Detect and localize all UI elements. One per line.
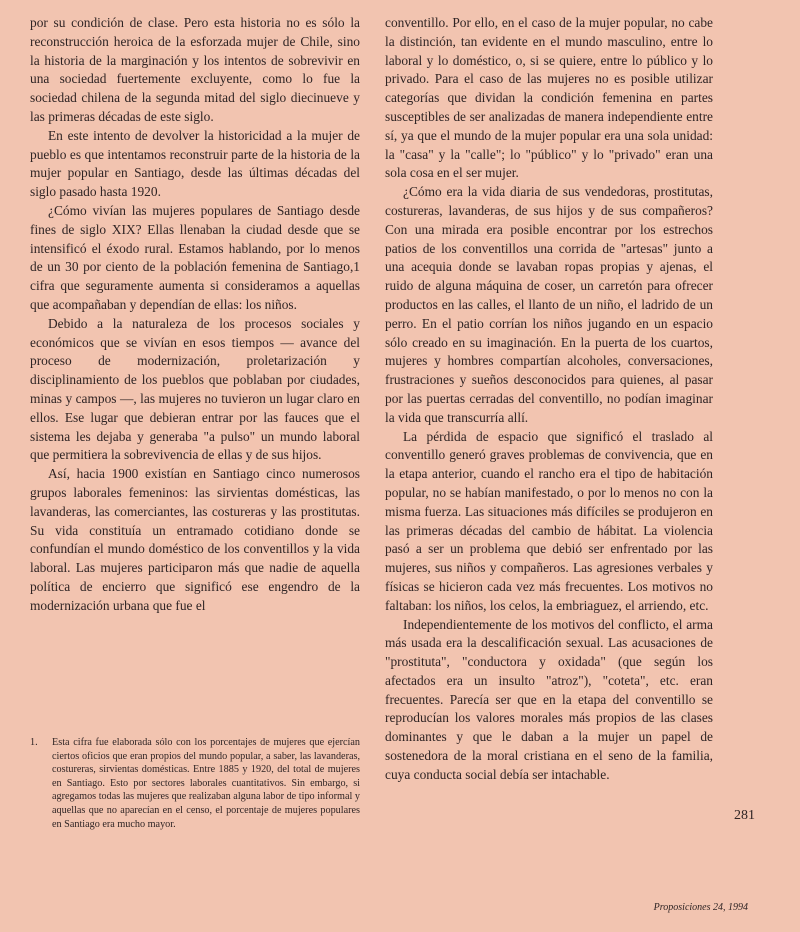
paragraph: Debido a la naturaleza de los procesos sociales y económicos que se vivían en esos tiempos — avance del proceso de modernización, proletarización y disciplinamiento de los pueblos que poblaban por ciudades, minas y campos —, las mujeres no tuvieron un lugar claro en ellos. Ese lugar que debieran entrar por las fauces que el sistema les dejaba y generaba "a pulso" un mundo laboral que permitiera la sobrevivencia de ellas y de sus hijos.: [30, 315, 360, 463]
running-footer: Proposiciones 24, 1994: [653, 902, 748, 913]
paragraph: por su condición de clase. Pero esta historia no es sólo la reconstrucción heroica de la esforzada mujer de Chile, sino la historia de la marginación y los intentos de sobrevivir en una sociedad fuertemente excluyente, como lo fue la sociedad chilena de la segunda mitad del siglo diecinueve y las primeras décadas de este siglo.: [30, 15, 360, 124]
footnote-text: Esta cifra fue elaborada sólo con los porcentajes de mujeres que ejercían ciertos oficios que eran propios del mundo popular, a saber, las lavanderas, costureras, sirvientas domésticas. Entre 1885 y 1920, del total de mujeres en Santiago. Esto por sectores laborales cuantitativos. Sin embargo, si agregamos todas las mujeres que realizaban alguna labor de tipo informal y aquellas que no aparecían en el censo, el porcentaje de mujeres populares en Santiago era mucho mayor.: [52, 737, 360, 830]
left-text-column: [30, 14, 360, 616]
page-number: 281: [734, 808, 755, 823]
paragraph: Independientemente de los motivos del conflicto, el arma más usada era la descalificación sexual. Las acusaciones de "prostituta", "conductora y oxidada" (que según los afectados era un insulto "atroz"), "coteta", etc. eran frecuentes. Parecía ser que en la etapa del conventillo se reproducían los valores morales más propios de las clases dominantes y que le daban a la mujer un papel de sostenedora de la moral cristiana en el seno de la familia, cuya conducta social debía ser intachable.: [385, 616, 713, 782]
paragraph: conventillo. Por ello, en el caso de la mujer popular, no cabe la distinción, tan evidente en el mundo masculino, entre lo laboral y lo doméstico, o, si se quiere, entre lo público y lo privado. Para el caso de las mujeres no es posible utilizar categorías que dividan la condición femenina en partes susceptibles de ser analizadas de manera independiente entre sí, ya que el mundo de la mujer popular era una sola unidad: la "casa" y la "calle"; lo "público" y lo "privado" eran una sola cosa en el ser mujer.: [385, 15, 713, 181]
footnote: [30, 736, 360, 831]
footnote-number: 1.: [30, 737, 38, 748]
paragraph: La pérdida de espacio que significó el traslado al conventillo generó graves problemas de convivencia, que en la etapa anterior, cuando el rancho era el tipo de habitación popular, no se habían manifestado, o por lo menos no con la misma fuerza. Las situaciones más difíciles se produjeron en las primeras décadas del cambio de hábitat. La violencia pasó a ser un problema que debió ser enfrentado por las mujeres, sus niños y compañeros. Las agresiones verbales y físicas se hicieron cada vez más frecuentes. Los motivos no faltaban: los niños, los celos, la embriaguez, el arriendo, etc.: [385, 428, 713, 613]
right-text-column: [385, 14, 713, 785]
paragraph: ¿Cómo era la vida diaria de sus vendedoras, prostitutas, costureras, lavanderas, de sus hijos y de sus compañeros? Con una mirada era posible encontrar por los estrechos patios de los conventillos una corrida de "artesas" junto a una acequia donde se lavaban ropas propias y ajenas, el ruido de alguna máquina de coser, un carretón para ofrecer productos en las calles, el llanto de un niño, el ladrido de un perro. En el patio corrían los niños jugando en un espacio sólo creado en su imaginación. En la puerta de los cuartos, mujeres y hombres compartían alcoholes, conversaciones, frustraciones y sueños desconocidos para quienes, al pasar por las puertas cerradas del conventillo, no podían imaginar la vida que transcurría allí.: [385, 184, 713, 425]
paragraph: ¿Cómo vivían las mujeres populares de Santiago desde fines de siglo XIX? Ellas llenaban la ciudad desde que se intensificó el éxodo rural. Estamos hablando, por lo menos de un 30 por ciento de la población femenina de Santiago,1 cifra que seguramente aumenta si consideramos a aquellas que acompañaban y dependían de ellas: los niños.: [30, 202, 360, 312]
paragraph: En este intento de devolver la historicidad a la mujer de pueblo es que intentamos reconstruir parte de la historia de la mujer popular en Santiago, desde las últimas décadas del siglo pasado hasta 1920.: [30, 127, 360, 200]
paragraph: Así, hacia 1900 existían en Santiago cinco numerosos grupos laborales femeninos: las sirvientas domésticas, las lavanderas, las comerciantes, las costureras y las prostitutas. Su vida constituía un entramado cotidiano donde se confundían el mundo doméstico de los conventillos y la vida laboral. Las mujeres participaron más que nadie de aquella política de encierro que significó ese engendro de la modernización urbana que fue el: [30, 466, 360, 613]
